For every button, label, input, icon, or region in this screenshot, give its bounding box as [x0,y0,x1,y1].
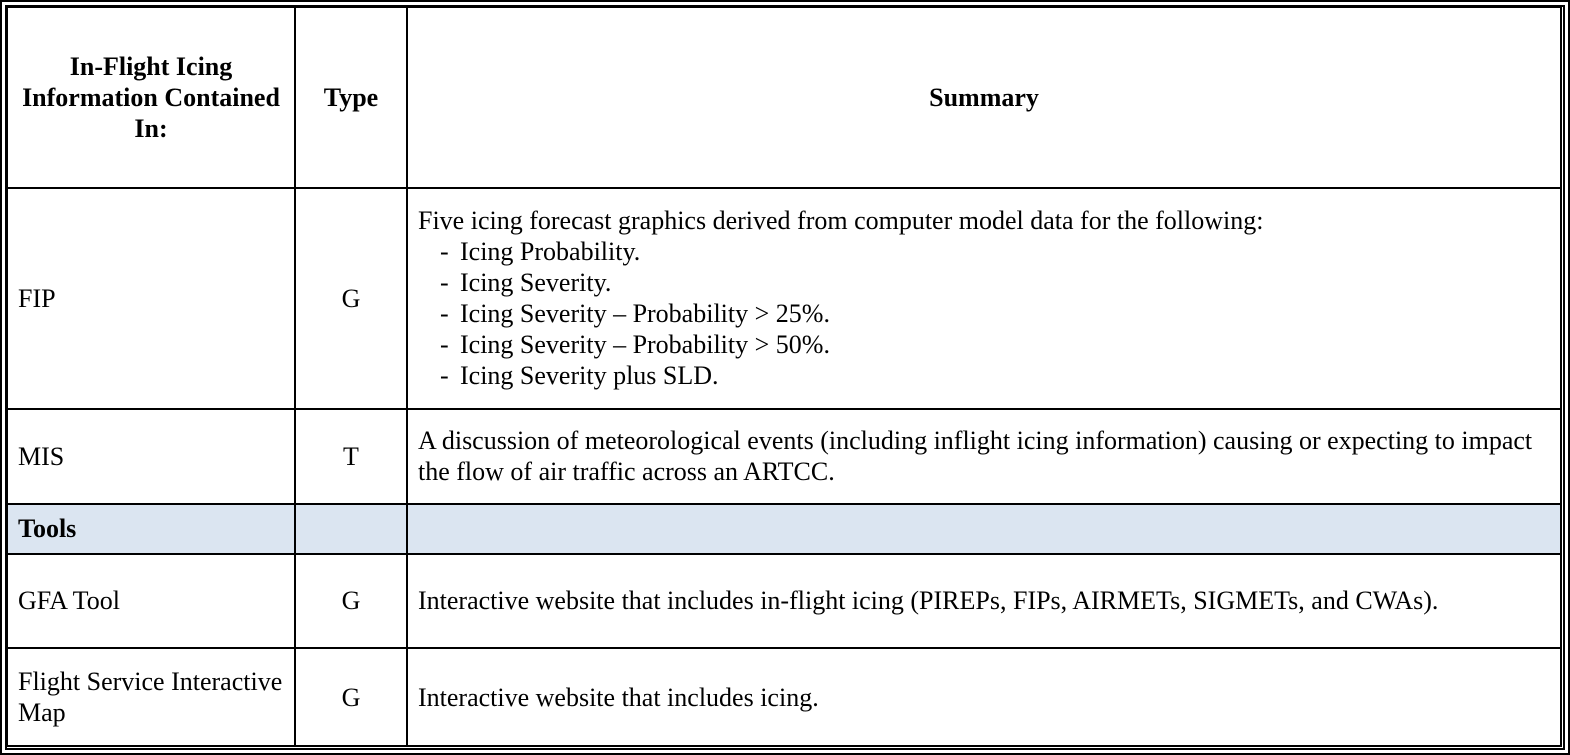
table-header-row [7,7,1561,188]
bullet-marker: - [440,237,449,267]
list-item [440,360,1550,391]
mis-summary: A discussion of meteorological events (including inflight icing information) causing or expecting to impact the flow of air traffic across an ARTCC. [407,409,1561,504]
mis-source: MIS [7,409,295,504]
header-source: In-Flight Icing Information Contained In: [7,7,295,188]
gfa-source: GFA Tool [7,554,295,649]
list-item [440,236,1550,267]
tools-summary-empty [407,504,1561,554]
bullet-marker: - [440,299,449,329]
tools-section-label: Tools [7,504,295,554]
list-item-text: Icing Severity plus SLD. [460,361,719,391]
fip-summary [407,188,1561,409]
fip-type: G [295,188,407,409]
bullet-marker: - [440,361,449,391]
mis-type: T [295,409,407,504]
tools-type-empty [295,504,407,554]
list-item [440,329,1550,360]
list-item [440,267,1550,298]
header-summary: Summary [407,7,1561,188]
list-item [440,298,1550,329]
tools-section-row [7,504,1561,554]
table-row-gfa-tool [7,554,1561,649]
icing-information-table [6,6,1562,747]
list-item-text: Icing Severity. [460,268,612,298]
flight-service-summary: Interactive website that includes icing. [407,648,1561,746]
table-row-mis [7,409,1561,504]
bullet-marker: - [440,268,449,298]
table-row-fip [7,188,1561,409]
gfa-summary: Interactive website that includes in-flight icing (PIREPs, FIPs, AIRMETs, SIGMETs, and CWAs). [407,554,1561,649]
fip-summary-intro: Five icing forecast graphics derived from computer model data for the following: [418,206,1264,236]
fip-source: FIP [7,188,295,409]
list-item-text: Icing Severity – Probability > 25%. [460,299,830,329]
flight-service-source: Flight Service Interactive Map [7,648,295,746]
table-row-flight-service-map [7,648,1561,746]
fip-graphics-list [418,236,1550,391]
gfa-type: G [295,554,407,649]
list-item-text: Icing Severity – Probability > 50%. [460,330,830,360]
list-item-text: Icing Probability. [460,237,641,267]
header-type: Type [295,7,407,188]
flight-service-type: G [295,648,407,746]
bullet-marker: - [440,330,449,360]
